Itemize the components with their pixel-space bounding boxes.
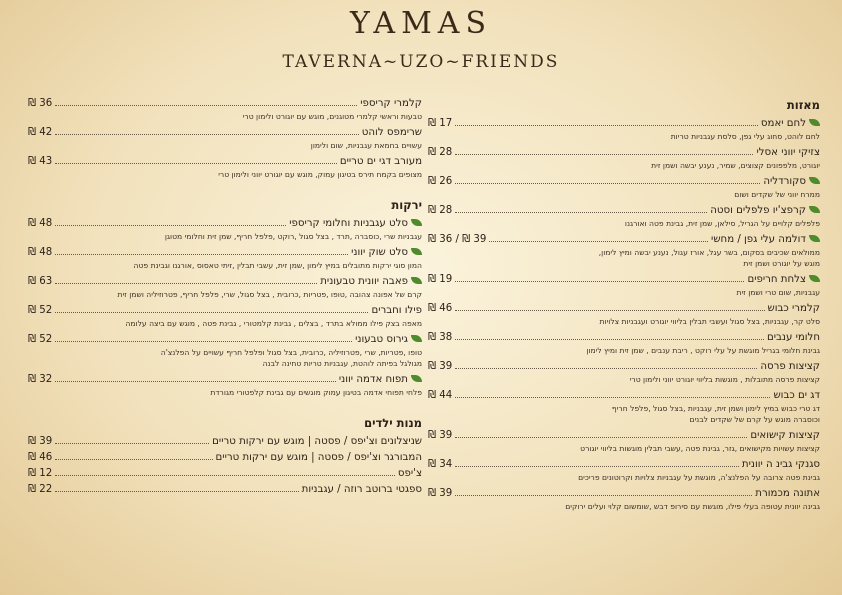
menu-item-name: חלומי ענבים	[766, 332, 820, 343]
menu-item-line	[428, 388, 820, 403]
menu-item-description: מגולגל בפיתה לוהטת, עגבניות טריות טחינה לבנה	[262, 359, 422, 368]
menu-item	[428, 145, 820, 171]
menu-item	[28, 482, 422, 497]
menu-item-line	[28, 303, 422, 318]
dot-leader	[455, 272, 744, 282]
menu-item-name: אתונה מכמורת	[755, 488, 820, 499]
menu-item-line	[428, 145, 820, 160]
dot-leader	[455, 457, 739, 467]
menu-item	[428, 116, 820, 142]
menu-item-price: 46 ₪	[28, 452, 53, 463]
menu-item-line	[28, 434, 422, 449]
menu-item-price: 39 ₪	[428, 488, 453, 499]
menu-item-price: 44 ₪	[428, 390, 453, 401]
dot-leader	[455, 145, 753, 155]
left-menu-column	[28, 96, 422, 498]
menu-item-price: 39 ₪	[428, 361, 453, 372]
menu-item-price: 17 ₪	[428, 118, 453, 129]
vegan-leaf-icon	[411, 375, 422, 382]
menu-item-name: קלמרי קריספי	[360, 98, 422, 109]
menu-item-line	[28, 466, 422, 481]
dot-leader	[455, 301, 764, 311]
menu-item-description: ממרח יווני של שקדים ושום	[734, 190, 820, 199]
menu-item-name: קלמרי כבוש	[767, 303, 820, 314]
menu-item-name: קציצות פרסה	[760, 361, 820, 372]
menu-item-description: דג טרי כבוש במיץ לימון ושמן זית, עגבניות ,בצל סגול ,פלפל חריף	[611, 404, 820, 413]
menu-item-line	[428, 486, 820, 501]
menu-item-price: 38 ₪	[428, 332, 453, 343]
menu-item	[28, 96, 422, 122]
menu-item-price: 48 ₪	[28, 247, 53, 258]
menu-item-description: מצופים בקמח תירס בטיגון עמוק, מוגש עם יוגורט יווני ולימון טרי	[218, 170, 422, 179]
dot-leader	[55, 303, 368, 313]
menu-item	[28, 372, 422, 398]
menu-item-description: פלחי תפוחי אדמה בטיגון עמוק מוגשים עם גבינת קלפטורי מגורדת	[210, 388, 422, 397]
menu-item-description: טופו ,פטריות, שרי ,פטרוזיליה ,כרובית, בצל סגול ופלפל חריף עשויים על הפלנצ'ה	[160, 348, 422, 357]
menu-item-name: גירוס טבעוני	[355, 334, 408, 345]
menu-item-description: קציצות פרסה מתובלות , מוגשות בליווי יוגורט יווני ולימון טרי	[629, 375, 820, 384]
menu-item-description: וכוסברה מוגש על קרם של שקדים לבנים	[689, 415, 820, 424]
restaurant-subtitle: TAVERNA~UZO~FRIENDS	[282, 52, 560, 72]
menu-item-price: 26 ₪	[428, 176, 453, 187]
vegan-leaf-icon	[809, 206, 820, 213]
dot-leader	[55, 216, 286, 226]
menu-item-price: 19 ₪	[428, 274, 453, 285]
dot-leader	[55, 466, 395, 476]
dot-leader	[455, 174, 760, 184]
dot-leader	[55, 372, 336, 382]
menu-item-price: 39 ₪	[28, 436, 53, 447]
dot-leader	[455, 359, 757, 369]
menu-item	[428, 174, 820, 200]
menu-item-description: יוגורט, מלפפונים קצוצים, שמיר, נענע יבשה ושמן זית	[651, 161, 820, 170]
dot-leader	[55, 332, 352, 342]
menu-item-price: 36 ₪	[28, 98, 53, 109]
menu-item-description: ממולאים שכיבים בסקום, בשר עגל, אורז עגול, נענע יבשה ומיץ לימון,	[598, 248, 820, 257]
vegan-leaf-icon	[809, 119, 820, 126]
menu-item-name: שרימפס לוהט	[361, 127, 422, 138]
menu-item	[428, 486, 820, 512]
dot-leader	[55, 125, 359, 135]
menu-item-line	[28, 154, 422, 169]
vegetables-list	[28, 216, 422, 398]
menu-item	[428, 203, 820, 229]
menu-item-price: 12 ₪	[28, 468, 53, 479]
menu-item-description: טבעות וראשי קלמרי מטוגנים, מוגש עם יוגורט ולימון טרי	[242, 112, 422, 121]
menu-item-name: פילו וחברים	[371, 305, 422, 316]
menu-item	[28, 434, 422, 449]
menu-item	[428, 428, 820, 454]
menu-item	[428, 272, 820, 298]
vegan-leaf-icon	[809, 275, 820, 282]
dot-leader	[455, 486, 752, 496]
menu-item-price: 28 ₪	[428, 205, 453, 216]
dot-leader	[455, 330, 764, 340]
menu-item-line	[28, 274, 422, 289]
menu-item-name: סלט עגבניות וחלומי קריספי	[289, 218, 408, 229]
menu-item-line	[28, 125, 422, 140]
vegan-leaf-icon	[411, 248, 422, 255]
dot-leader	[455, 388, 770, 398]
menu-item-line	[28, 245, 422, 260]
menu-item-name: צ'יפס	[397, 468, 422, 479]
menu-item-description: סלט קר, עגבניות, בצל סגול ועשבי תבלין בליווי יוגורט ועגבניות צלויות	[599, 317, 820, 326]
vegan-leaf-icon	[411, 335, 422, 342]
dot-leader	[55, 154, 337, 164]
menu-item-name: קרפצ'יו פלפלים וסטה	[710, 205, 806, 216]
menu-item	[28, 125, 422, 151]
menu-item	[28, 245, 422, 271]
menu-item-name: דולמה עלי גפן / מחשי	[711, 234, 806, 245]
vegan-leaf-icon	[809, 235, 820, 242]
menu-item-name: פאבה יוונית טבעונית	[320, 276, 408, 287]
vegan-leaf-icon	[411, 219, 422, 226]
menu-item-name: סלט שוק יווני	[351, 247, 408, 258]
menu-item-line	[428, 330, 820, 345]
right-menu-column	[428, 96, 820, 515]
menu-item-name: דג ים כבוש	[773, 390, 820, 401]
menu-item-line	[28, 372, 422, 387]
dot-leader	[55, 482, 298, 492]
menu-item-description: לחם לוהט, סחוג עלי גפן, סלסת עגבניות טריות	[670, 132, 820, 141]
menu-item-description: גבינת חלומי בגריל מוגשת על עלי רוקט , ריבת ענבים , שמן זית ומיץ לימון	[586, 346, 820, 355]
vegan-leaf-icon	[809, 177, 820, 184]
menu-item-price: 63 ₪	[28, 276, 53, 287]
menu-item-line	[428, 203, 820, 218]
menu-item-name: מעורב דגי ים טריים	[339, 156, 422, 167]
menu-item-line	[428, 457, 820, 472]
restaurant-title: YAMAS	[349, 6, 493, 41]
menu-item-price: 46 ₪	[428, 303, 453, 314]
menu-item-description: מאפה בצק פילו ממולא בתרד , בצלים , גבינת קלמטורי , גבינת פטה , מוגש עם ביצה עלומה	[125, 319, 422, 328]
menu-item-price: 39 ₪	[428, 430, 453, 441]
dot-leader	[55, 450, 212, 460]
menu-item-line	[428, 174, 820, 189]
menu-item	[428, 301, 820, 327]
menu-item	[428, 232, 820, 269]
dot-leader	[55, 96, 357, 106]
menu-item-name: ספגטי ברוטב רוזה / עגבניות	[301, 484, 422, 495]
menu-item-description: המון סוגי ירקות מתובלים במיץ לימון ,שמן זית, עשבי תבלין ,זיתי טאסוס ,אורגנו וגבינת פטה	[133, 261, 422, 270]
menu-item-price: 43 ₪	[28, 156, 53, 167]
menu-item-line	[28, 332, 422, 347]
menu-item-description: עגבניות, שום טרי ושמן זית	[736, 288, 820, 297]
menu-item-price: 22 ₪	[28, 484, 53, 495]
menu-item	[428, 359, 820, 385]
menu-item-name: צלחת חריפים	[747, 274, 806, 285]
dot-leader	[455, 203, 707, 213]
menu-item	[28, 332, 422, 369]
menu-item-name: קציצות קישואים	[750, 430, 820, 441]
menu-item	[428, 388, 820, 425]
menu-item-description: גבינת פטה צרובה על הפלנצ'ה, מוגשת על עגבניות צלויות וקרוטונים פריכים	[578, 473, 820, 482]
dot-leader	[455, 428, 747, 438]
menu-item-description: עגבניות שרי ,כוסברה ,תרד , בצל סגול ,רוקט ,פלפל חריף, שמן זית וחלומי מטוגן	[164, 232, 422, 241]
menu-item-line	[428, 301, 820, 316]
menu-item-price: 32 ₪	[28, 374, 53, 385]
menu-item-description: מוגש על יוגורט ושמן זית	[743, 259, 820, 268]
section-title-mezes: מאזות	[786, 98, 820, 112]
menu-item-name: צזיקי יווני אסלי	[756, 147, 820, 158]
dot-leader	[55, 245, 348, 255]
menu-item-price: 28 ₪	[428, 147, 453, 158]
menu-item	[28, 303, 422, 329]
menu-item-line	[28, 96, 422, 111]
menu-item-name: המבורגר וצ'יפס / פסטה | מוגש עם ירקות טריים	[215, 452, 422, 463]
menu-item	[28, 466, 422, 481]
menu-item-name: שניצלונים וצ'יפס / פסטה | מוגש עם ירקות טריים	[212, 436, 422, 447]
dot-leader	[455, 116, 758, 126]
vegan-leaf-icon	[411, 277, 422, 284]
menu-item-price: 42 ₪	[28, 127, 53, 138]
menu-item-name: לחם יאמס	[760, 118, 806, 129]
section-title-kids: מנות ילדים	[364, 416, 422, 430]
menu-item-line	[28, 482, 422, 497]
dot-leader	[55, 274, 317, 284]
menu-item-description: קרם של אפונה צהובה ,טופו ,פטריות ,כרובית , בצל סגול, שרי, פלפל חריף, פטרוזיליה ושמן זית	[117, 290, 422, 299]
menu-item	[428, 457, 820, 483]
menu-item-description: עשויים בחמאת עגבניות, שום ולימון	[310, 141, 422, 150]
menu-item-name: סקורדליה	[763, 176, 806, 187]
menu-item-price: 52 ₪	[28, 305, 53, 316]
mezes-list	[428, 116, 820, 512]
menu-item-price: 34 ₪	[428, 459, 453, 470]
menu-item	[28, 274, 422, 300]
menu-item-name: תפוח אדמה יווני	[338, 374, 408, 385]
menu-item-price: 52 ₪	[28, 334, 53, 345]
menu-item-line	[28, 450, 422, 465]
menu-item-name: סגנקי גבינ ה יוונית	[741, 459, 820, 470]
menu-item-line	[428, 272, 820, 287]
menu-item-price: 39 ₪ / 36 ₪	[428, 234, 487, 245]
menu-item-line	[428, 232, 820, 247]
dot-leader	[489, 232, 708, 242]
menu-item	[28, 154, 422, 180]
menu-item-price: 48 ₪	[28, 218, 53, 229]
menu-item	[428, 330, 820, 356]
menu-item-line	[428, 116, 820, 131]
dot-leader	[55, 434, 209, 444]
section-title-vegetables: ירקות	[391, 198, 422, 212]
menu-item-line	[428, 359, 820, 374]
menu-item-description: קציצות עשויות מקישואים ,גזר, גבינת פטה ,עשבי תבלין מוגשות בליווי יוגורט	[580, 444, 820, 453]
menu-item-description: פלפלים קלויים על הגריל, סילאן, שמן זית, גבינת פטה ואורגנו	[624, 219, 820, 228]
menu-item	[28, 450, 422, 465]
seafood-list	[28, 96, 422, 180]
menu-item-line	[428, 428, 820, 443]
menu-item-description: גבינה יוונית עטופה בעלי פילו, מוגשת עם סירופ דבש ,שומשום קלוי ועלים ירוקים	[565, 502, 820, 511]
kids-list	[28, 434, 422, 497]
menu-item-line	[28, 216, 422, 231]
menu-item	[28, 216, 422, 242]
